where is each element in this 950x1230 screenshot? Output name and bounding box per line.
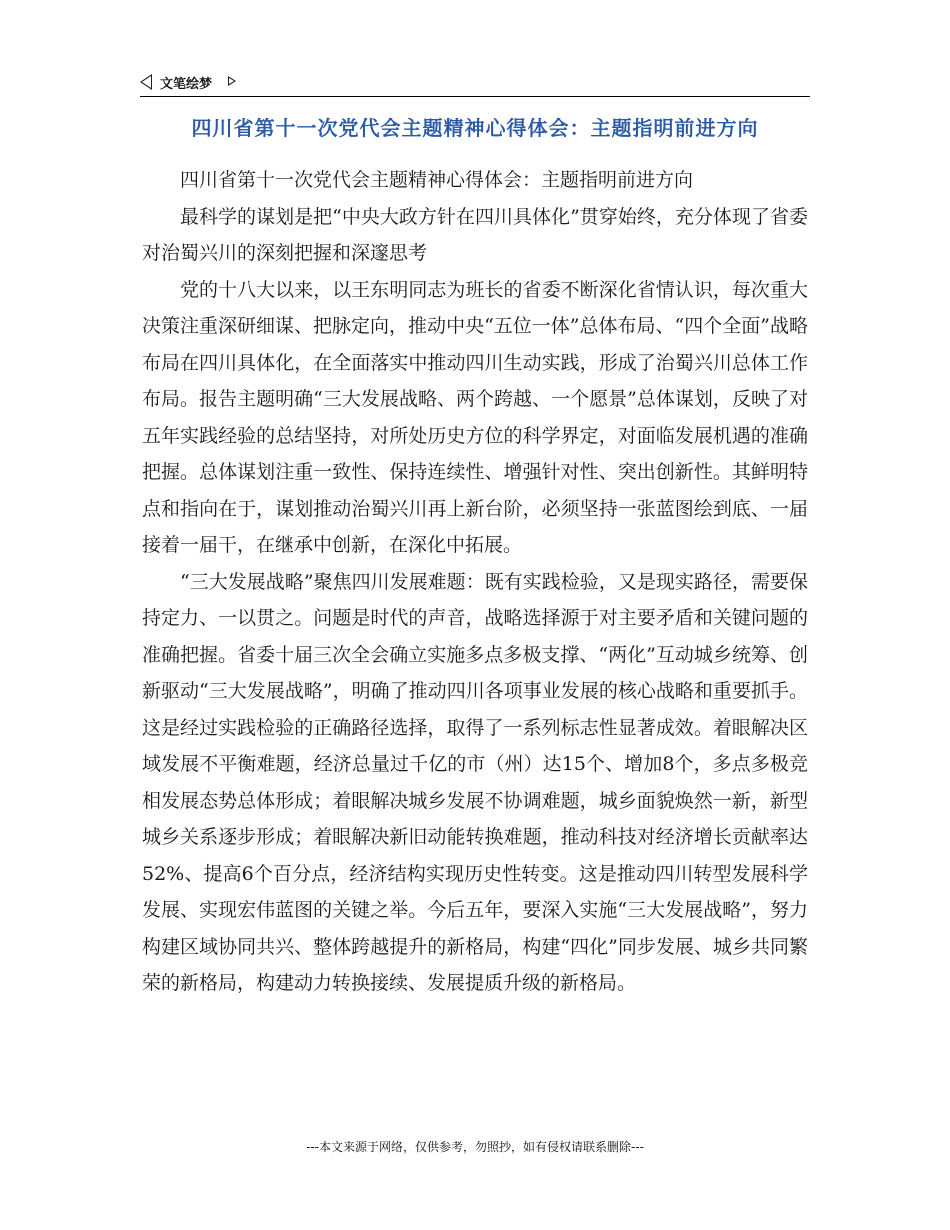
paragraph: 党的十八大以来，以王东明同志为班长的省委不断深化省情认识，每次重大决策注重深研细谋、把脉定向，推动中央“五位一体”总体布局、“四个全面”战略布局在四川具体化，在全面落实中推动四川生动实践，形成了治蜀兴川总体工作布局。报告主题明确“三大发展战略、两个跨越、一个愿景”总体谋划，反映了对五年实践经验的总结坚持，对所处历史方位的科学界定，对面临发展机遇的准确把握。总体谋划注重一致性、保持连续性、增强针对性、突出创新性。其鲜明特点和指向在于，谋划推动治蜀兴川再上新台阶，必须坚持一张蓝图绘到底、一届接着一届干，在继承中创新，在深化中拓展。 bbox=[142, 278, 808, 556]
page-header bbox=[140, 70, 810, 97]
document-title: 四川省第十一次党代会主题精神心得体会：主题指明前进方向 bbox=[191, 116, 759, 140]
triangle-left-icon bbox=[140, 74, 152, 90]
paragraph: “三大发展战略”聚焦四川发展难题：既有实践检验，又是现实路径，需要保持定力、一以贯之。问题是时代的声音，战略选择源于对主要矛盾和关键问题的准确把握。省委十届三次全会确立实施多点多极支撑、“两化”互动城乡统筹、创新驱动“三大发展战略”，明确了推动四川各项事业发展的核心战略和重要抓手。这是经过实践检验的正确路径选择，取得了一系列标志性显著成效。着眼解决区域发展不平衡难题，经济总量过千亿的市（州）达15个、增加8个，多点多极竞相发展态势总体形成；着眼解决城乡发展不协调难题，城乡面貌焕然一新，新型城乡关系逐步形成；着眼解决新旧动能转换难题，推动科技对经济增长贡献率达52%、提高6个百分点，经济结构实现历史性转变。这是推动四川转型发展科学发展、实现宏伟蓝图的关键之举。今后五年，要深入实施“三大发展战略”，努力构建区域协同共兴、整体跨越提升的新格局，构建“四化”同步发展、城乡共同繁荣的新格局，构建动力转换接续、发展提质升级的新格局。 bbox=[142, 570, 808, 994]
disclaimer-footer: ---本文来源于网络，仅供参考，勿照抄，如有侵权请联系删除--- bbox=[306, 1140, 644, 1154]
paragraph: 四川省第十一次党代会主题精神心得体会：主题指明前进方向 bbox=[180, 169, 694, 191]
document-body bbox=[142, 162, 808, 1002]
brand-name: 文笔绘梦 bbox=[160, 77, 213, 92]
paragraph: 最科学的谋划是把“中央大政方针在四川具体化”贯穿始终，充分体现了省委对治蜀兴川的深刻把握和深邃思考 bbox=[142, 205, 808, 264]
triangle-right-icon bbox=[228, 76, 236, 86]
